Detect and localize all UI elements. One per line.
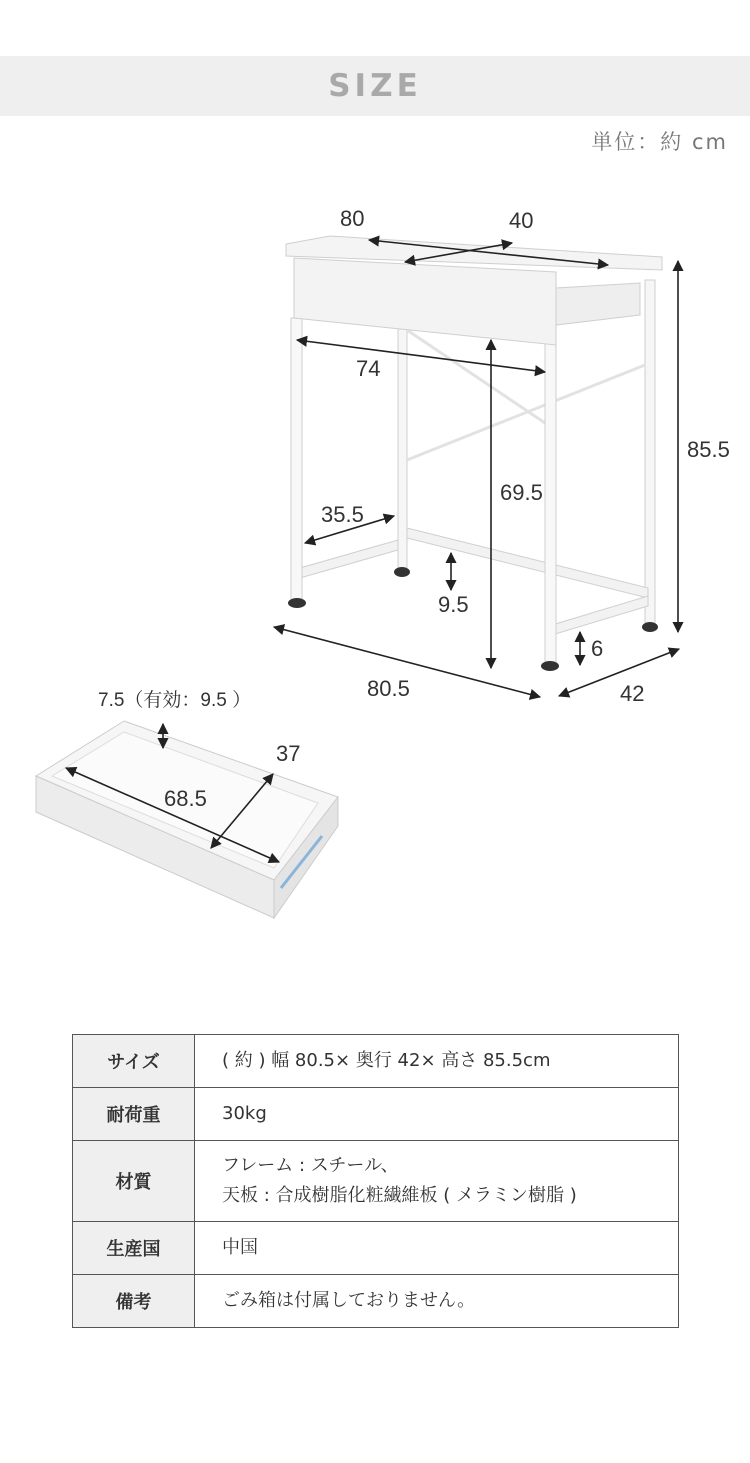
spec-label-origin: 生産国	[73, 1222, 195, 1275]
dim-crossbar-height: 9.5	[438, 592, 469, 617]
spec-value-load: 30kg	[195, 1088, 679, 1141]
spec-label-material: 材質	[73, 1141, 195, 1222]
drawer-height-label: 7.5（有効：9.5 ）	[98, 690, 252, 711]
spec-row-notes	[73, 1275, 679, 1328]
spec-row-size	[73, 1035, 679, 1088]
spec-value-material-line1: フレーム : スチール、	[222, 1155, 399, 1176]
spec-row-origin	[73, 1222, 679, 1275]
drawer-depth-label: 37	[276, 741, 301, 766]
spec-value-origin: 中国	[195, 1222, 679, 1275]
dim-inner-width: 74	[356, 356, 381, 381]
size-title: SIZE	[328, 68, 422, 104]
spec-label-load: 耐荷重	[73, 1088, 195, 1141]
dim-height-total: 85.5	[687, 437, 730, 462]
spec-label-notes: 備考	[73, 1275, 195, 1328]
spec-value-material	[195, 1141, 679, 1222]
desk-illustration	[286, 236, 662, 671]
dim-side-depth: 35.5	[321, 502, 364, 527]
dim-base-width: 80.5	[367, 676, 410, 701]
spec-row-load	[73, 1088, 679, 1141]
spec-label-size: サイズ	[73, 1035, 195, 1088]
drawer-width-label: 68.5	[164, 786, 207, 811]
dim-base-depth: 42	[620, 681, 645, 706]
dim-top-width: 80	[340, 206, 365, 231]
spec-value-notes: ごみ箱は付属しておりません。	[195, 1275, 679, 1328]
spec-table	[72, 1034, 679, 1328]
spec-value-size: ( 約 ) 幅 80.5× 奥行 42× 高さ 85.5cm	[195, 1035, 679, 1088]
unit-label: 単位：約 cm	[591, 130, 728, 154]
dim-top-depth: 40	[509, 208, 534, 233]
dim-height-under: 69.5	[500, 480, 543, 505]
spec-row-material	[73, 1141, 679, 1222]
dim-foot-height: 6	[591, 636, 604, 661]
spec-value-material-line2: 天板 : 合成樹脂化粧繊維板 ( メラミン樹脂 )	[222, 1185, 577, 1206]
